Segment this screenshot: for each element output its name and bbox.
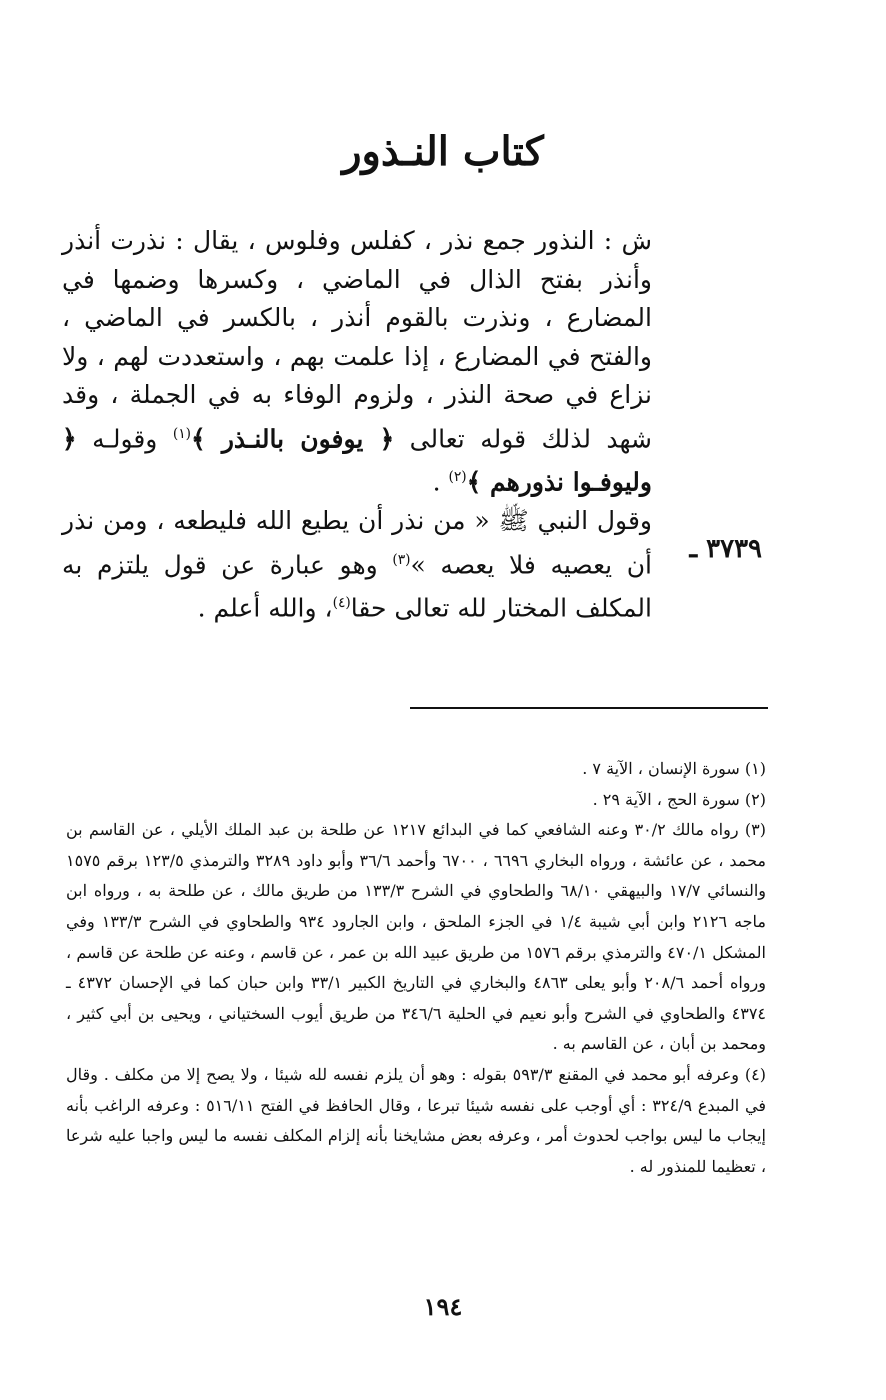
paragraph-introduction	[62, 222, 652, 502]
footnote-ref-4: (٤)	[332, 595, 351, 612]
connector-text: وقولـه	[76, 423, 173, 453]
quran-verse-1: ﴿ يوفون بالنـذر ﴾	[190, 423, 395, 453]
footnote-ref-2: (٢)	[448, 469, 467, 486]
footnote-3: (٣) رواه مالك ٣٠/٢ وعنه الشافعي كما في البدائع ١٢١٧ عن طلحة بن عبد الملك الأيلي ، عن القاسم بن محمد ، عن عائشة ، ورواه البخاري ٦٦٩٦ ، ٦٧٠٠ وأحمد ٣٦/٦ وأبو داود ٣٢٨٩ والترمذي ١٢٣/٥ برقم ١٥٧٥ والنسائي ١٧/٧ والبيهقي ٦٨/١٠ والطحاوي في الشرح ١٣٣/٣ من طريق مالك ، عن طلحة به ، ورواه ابن ماجه ٢١٢٦ وابن أبي شيبة ١/٤ في الجزء الملحق ، وابن الجارود ٩٣٤ والطحاوي في الشرح ١٣٣/٣ وفي المشكل ٤٧٠/١ والترمذي برقم ١٥٧٦ من طريق عبيد الله بن عمر ، عن قاسم ، وعنه عن طلحة عن قاسم ، ورواه أحمد ٢٠٨/٦ وأبو يعلى ٤٨٦٣ والبخاري في التاريخ الكبير ٣٣/١ وابن حبان كما في الإحسان ٤٣٧٢ ـ ٤٣٧٤ والطحاوي في الشرح وأبو نعيم في الحلية ٣٤٦/٦ من طريق أيوب السختياني ، ويحيى بن أبي كثير ، ومحمد بن أبان ، عن القاسم به .	[66, 820, 767, 1054]
intro-end: .	[432, 467, 449, 497]
footnote-separator	[410, 707, 768, 709]
footnote-ref-3: (٣)	[392, 551, 411, 568]
footnote-1: (١) سورة الإنسان ، الآية ٧ .	[582, 759, 766, 778]
quran-verse-2: ﴿ وليوفـوا نذورهم ﴾	[62, 423, 652, 497]
paragraph-hadith	[62, 502, 652, 628]
page-number: ١٩٤	[423, 1292, 463, 1321]
intro-text: ش : النذور جمع نذر ، كفلس وفلوس ، يقال : نذرت أنذر وأنذر بفتح الذال في الماضي ، وكسرها وضمها في المضارع ، ونذرت بالقوم أنذر ، بالكسر في الماضي ، والفتح في المضارع ، إذا علمت بهم ، واستعددت لهم ، ولا نزاع في صحة النذر ، ولزوم الوفاء به في الجملة ، وقد شهد لذلك قوله تعالى	[62, 226, 652, 453]
definition-text: وهو عبارة عن قول يلتزم به المكلف المختار لله تعالى حقا	[62, 549, 652, 623]
closing-text: ، والله أعلم .	[197, 593, 333, 623]
main-text	[62, 222, 652, 628]
chapter-title: كتاب النـذور	[342, 128, 544, 175]
hadith-number: ٣٧٣٩ ـ	[689, 534, 762, 564]
footnotes	[66, 754, 766, 1182]
footnote-4: (٤) وعرفه أبو محمد في المقنع ٥٩٣/٣ بقوله : وهو أن يلزم نفسه لله شيئا ، ولا يصح إلا من مكلف . وقال في المبدع ٣٢٤/٩ : أي أوجب على نفسه شيئا تبرعا ، وقال الحافظ في الفتح ٥١٦/١١ : وعرفه الراغب بأنه إيجاب ما ليس بواجب لحدوث أمر ، وعرفه بعض مشايخنا بأنه إلزام المكلف نفسه ما ليس واجبا عليه شرعا ، تعظيما للمنذور له .	[66, 1064, 767, 1176]
footnote-ref-1: (١)	[172, 425, 191, 442]
hadith-text: وقول النبي ﷺ « من نذر أن يطيع الله فليطعه ، ومن نذر أن يعصيه فلا يعصه »	[62, 506, 652, 579]
footnote-2: (٢) سورة الحج ، الآية ٢٩ .	[592, 789, 766, 809]
